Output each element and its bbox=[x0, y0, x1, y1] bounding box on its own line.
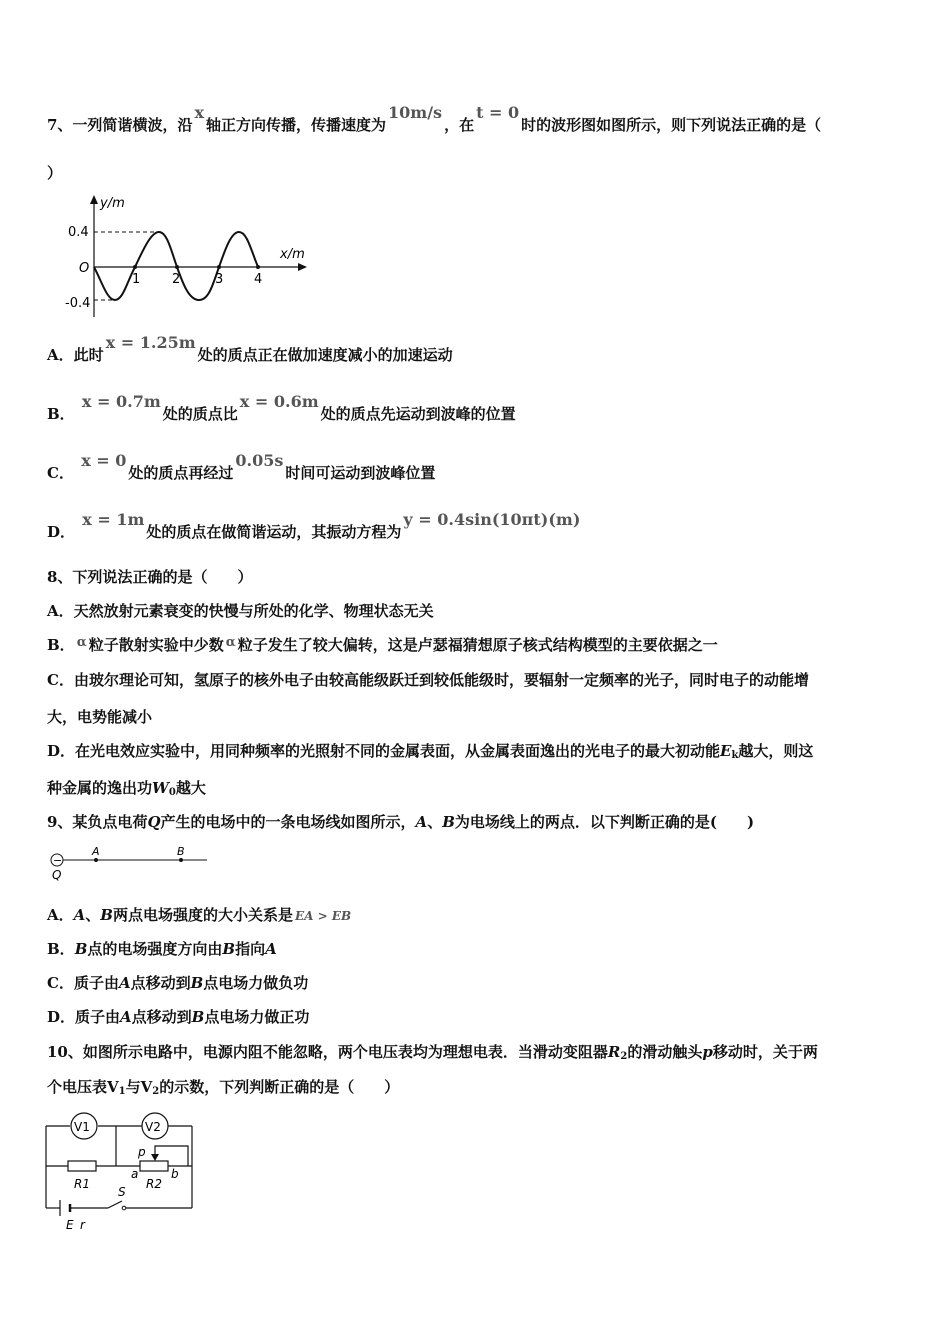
tick-1-dot bbox=[133, 265, 137, 269]
x-tick-1: 1 bbox=[132, 272, 141, 287]
q10-circuit-figure bbox=[40, 1108, 210, 1233]
point-a bbox=[94, 858, 98, 862]
q8-option-d-line2: 种金属的逸出功$W_0$越大 bbox=[47, 779, 206, 798]
q9-option-d: D．质子由A点移动到B点电场力做正功 bbox=[47, 1008, 310, 1026]
q9-option-c: C．质子由A点移动到B点电场力做负功 bbox=[47, 974, 309, 992]
q9-option-b: B．B点的电场强度方向由B指向A bbox=[47, 940, 277, 958]
q7-stem-close: ） bbox=[47, 164, 63, 182]
label-p: p bbox=[138, 1145, 146, 1159]
x-tick-2: 2 bbox=[172, 272, 181, 287]
tick-3-dot bbox=[217, 265, 221, 269]
x-tick-4: 4 bbox=[254, 272, 263, 287]
x-axis-arrow bbox=[298, 263, 307, 271]
q10-stem-line1: 10、如图所示电路中，电源内阻不能忽略，两个电压表均为理想电表．当滑动变阻器$R_2$的滑动触头p移动时，关于两 bbox=[47, 1043, 818, 1062]
q8-stem: 8、下列说法正确的是（ ） bbox=[47, 568, 253, 586]
q7-wave-graph bbox=[55, 192, 315, 322]
q8-option-d-line1: D．在光电效应实验中，用同种频率的光照射不同的金属表面，从金属表面逸出的光电子的最大初动能$E_k$越大，则这 bbox=[47, 742, 814, 761]
resistor-r2 bbox=[140, 1161, 168, 1171]
q9-field-line-figure bbox=[45, 843, 215, 883]
label-a: A bbox=[92, 845, 100, 858]
math-x: x bbox=[194, 103, 204, 122]
q8-option-c-line1: C．由玻尔理论可知，氢原子的核外电子由较高能级跃迁到较低能级时，要辐射一定频率的光子，同时电子的动能增 bbox=[47, 671, 809, 689]
label-s: S bbox=[118, 1185, 126, 1199]
origin-label: O bbox=[79, 261, 90, 276]
x-axis-label: x/m bbox=[280, 247, 305, 262]
y-tick-neg: -0.4 bbox=[65, 296, 91, 311]
svg-text:V2: V2 bbox=[145, 1120, 161, 1134]
q10-stem-line2: 个电压表$V_1$与$V_2$的示数，下列判断正确的是（ ） bbox=[47, 1078, 400, 1097]
label-b: B bbox=[177, 845, 185, 858]
label-r: r bbox=[80, 1218, 85, 1232]
label-e: E bbox=[66, 1218, 74, 1232]
label-a: a bbox=[131, 1167, 139, 1181]
q8-option-c-line2: 大，电势能减小 bbox=[47, 708, 153, 726]
q7-option-c: C． x = 0处的质点再经过0.05s时间可运动到波峰位置 bbox=[47, 451, 436, 482]
math-time: t = 0 bbox=[476, 103, 520, 122]
voltmeter-v2 bbox=[142, 1113, 168, 1139]
q9-option-a: A．A、B两点电场强度的大小关系是 EA > EB bbox=[47, 906, 352, 924]
voltmeter-v1 bbox=[71, 1113, 97, 1139]
battery bbox=[60, 1200, 70, 1216]
point-b bbox=[179, 858, 183, 862]
resistor-r1 bbox=[68, 1161, 96, 1171]
switch-contact bbox=[122, 1206, 126, 1210]
label-r1: R1 bbox=[74, 1177, 90, 1191]
label-r2: R2 bbox=[146, 1177, 162, 1191]
q9-stem: 9、某负点电荷Q产生的电场中的一条电场线如图所示，A、B为电场线上的两点．以下判断正确的是( ) bbox=[47, 813, 755, 831]
tick-2-dot bbox=[175, 265, 179, 269]
q7-option-a: A．此时x = 1.25m处的质点正在做加速度减小的加速运动 bbox=[47, 333, 453, 364]
y-axis-label: y/m bbox=[100, 196, 125, 211]
y-axis-arrow bbox=[90, 195, 98, 204]
q8-option-b: B． α 粒子散射实验中少数 α 粒子发生了较大偏转，这是卢瑟福猜想原子核式结构模型的主要依据之一 bbox=[47, 635, 718, 654]
math-velocity: 10m/s bbox=[388, 103, 443, 122]
q7-option-b: B． x = 0.7m处的质点比x = 0.6m处的质点先运动到波峰的位置 bbox=[47, 392, 516, 423]
q7-option-d: D． x = 1m处的质点在做简谐运动，其振动方程为y = 0.4sin(10πt)(m) bbox=[47, 510, 581, 541]
tick-4-dot bbox=[256, 265, 260, 269]
label-b: b bbox=[171, 1167, 179, 1181]
svg-text:V1: V1 bbox=[74, 1120, 90, 1134]
charge-minus: − bbox=[53, 854, 63, 867]
x-tick-3: 3 bbox=[215, 272, 224, 287]
q8-option-a: A．天然放射元素衰变的快慢与所处的化学、物理状态无关 bbox=[47, 602, 434, 620]
slider-arrow bbox=[151, 1154, 159, 1161]
q7-stem: 7、一列简谐横波，沿x轴正方向传播，传播速度为10m/s，在t = 0时的波形图如图所示，则下列说法正确的是（ bbox=[47, 103, 822, 134]
y-tick-pos: 0.4 bbox=[68, 225, 89, 240]
label-q: Q bbox=[52, 868, 62, 882]
